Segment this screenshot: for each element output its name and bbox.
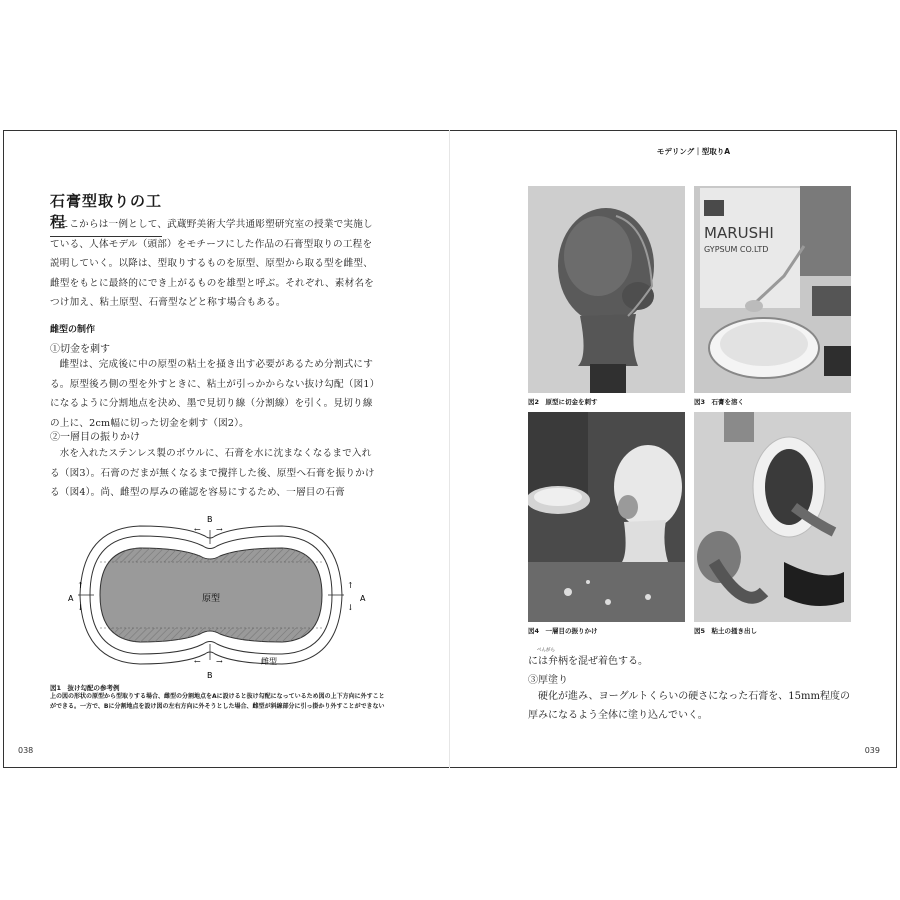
bag-sub-text: GYPSUM CO.LTD	[704, 245, 769, 254]
intro-text: ここからは一例として、武蔵野美術大学共通彫塑研究室の授業で実施している、人体モデル（頭部）をモチーフにした作品の石膏型取りの工程を説明していく。以降は、型取りするものを原型、原型から取る型を雌型、雌型をもとに最終的にでき上がるものを雄型と呼ぶ。それぞれ、素材名をつけ加え、粘土原型、石膏型などと称す場合もある。	[50, 219, 374, 308]
label-a-left: A	[68, 594, 74, 603]
figure1-diagram	[60, 510, 370, 680]
arrow-up-left: ↑	[77, 581, 84, 590]
continuation-text: には弁柄を混ぜ着色する。	[528, 656, 648, 667]
page-heading: 石膏型取りの工程	[50, 190, 162, 237]
page-number-right: 039	[864, 746, 880, 755]
step3-text: 硬化が進み、ヨーグルトくらいの硬さになった石膏を、15mm程度の厚みになるよう全体に塗り込んでいく。	[528, 691, 850, 721]
arrow-left-bottom: ←	[194, 657, 201, 666]
caption-fig4: 図4 一層目の振りかけ	[528, 627, 598, 635]
caption-fig3: 図3 石膏を溶く	[694, 398, 745, 406]
caption-fig2: 図2 原型に切金を刺す	[528, 398, 598, 406]
page-number-left: 038	[18, 746, 34, 755]
photo-fig4-first-layer	[528, 412, 685, 622]
arrow-down-right: ↓	[347, 603, 354, 612]
label-a-right: A	[360, 594, 366, 603]
label-b-top: B	[207, 515, 213, 524]
step2-text: 水を入れたステンレス製のボウルに、石膏を水に沈まなくなるまで入れる（図3）。石膏のだまが無くなるまで攪拌した後、原型へ石膏を振りかける（図4）。尚、雌型の厚みの確認を容易にするため、一層目の石膏	[50, 448, 375, 498]
step1-paragraph	[50, 355, 380, 433]
step1-text: 雌型は、完成後に中の原型の粘土を掻き出す必要があるため分割式にする。原型後ろ側の型を外すときに、粘土が引っかからない抜け勾配（図1）になるように分割地点を決め、墨で見切り線（分割線）を引く。見切り線の上に、2cm幅に切った切金を刺す（図2）。	[50, 359, 380, 429]
step3-paragraph	[528, 687, 858, 725]
step2-paragraph	[50, 444, 380, 503]
arrow-left-top: ←	[194, 525, 201, 534]
prototype-label: 原型	[201, 594, 221, 604]
bag-brand-text: MARUSHI	[704, 224, 774, 242]
arrow-down-left: ↓	[77, 603, 84, 612]
caption-fig5: 図5 粘土の掻き出し	[694, 627, 758, 635]
arrow-right-bottom: →	[216, 657, 223, 666]
mold-label: 雌型	[261, 657, 277, 666]
arrow-up-right: ↑	[347, 581, 354, 590]
photo-fig2-clay-head	[528, 186, 685, 393]
figure1-caption-head: 図1 抜け勾配の参考例	[50, 684, 120, 692]
label-b-bottom: B	[207, 671, 213, 680]
photo-fig5-clay-removal	[694, 412, 851, 622]
intro-paragraph	[50, 215, 380, 313]
running-head: モデリング｜型取りA	[656, 147, 730, 156]
ruby-bengara: べんがら	[537, 648, 555, 653]
step1-title: ①切金を刺す	[50, 344, 110, 355]
step2-title: ②一層目の振りかけ	[50, 432, 140, 443]
step3-title: ③厚塗り	[528, 675, 568, 686]
section-heading: 雌型の制作	[50, 325, 96, 335]
photo-fig3-plaster-mixing	[694, 186, 851, 393]
figure1-svg	[60, 510, 370, 680]
figure1-caption-text: 上の図の形状の原型から型取りする場合、雌型の分割地点をAに設けると抜け勾配になっているため図の上下方向に外すことができる。一方で、Bに分割地点を設け図の左右方向に外そうとした場合、雌型が斜線部分に引っ掛かり外すことができない	[50, 693, 385, 710]
arrow-right-top: →	[216, 525, 223, 534]
gutter-line	[449, 130, 450, 768]
